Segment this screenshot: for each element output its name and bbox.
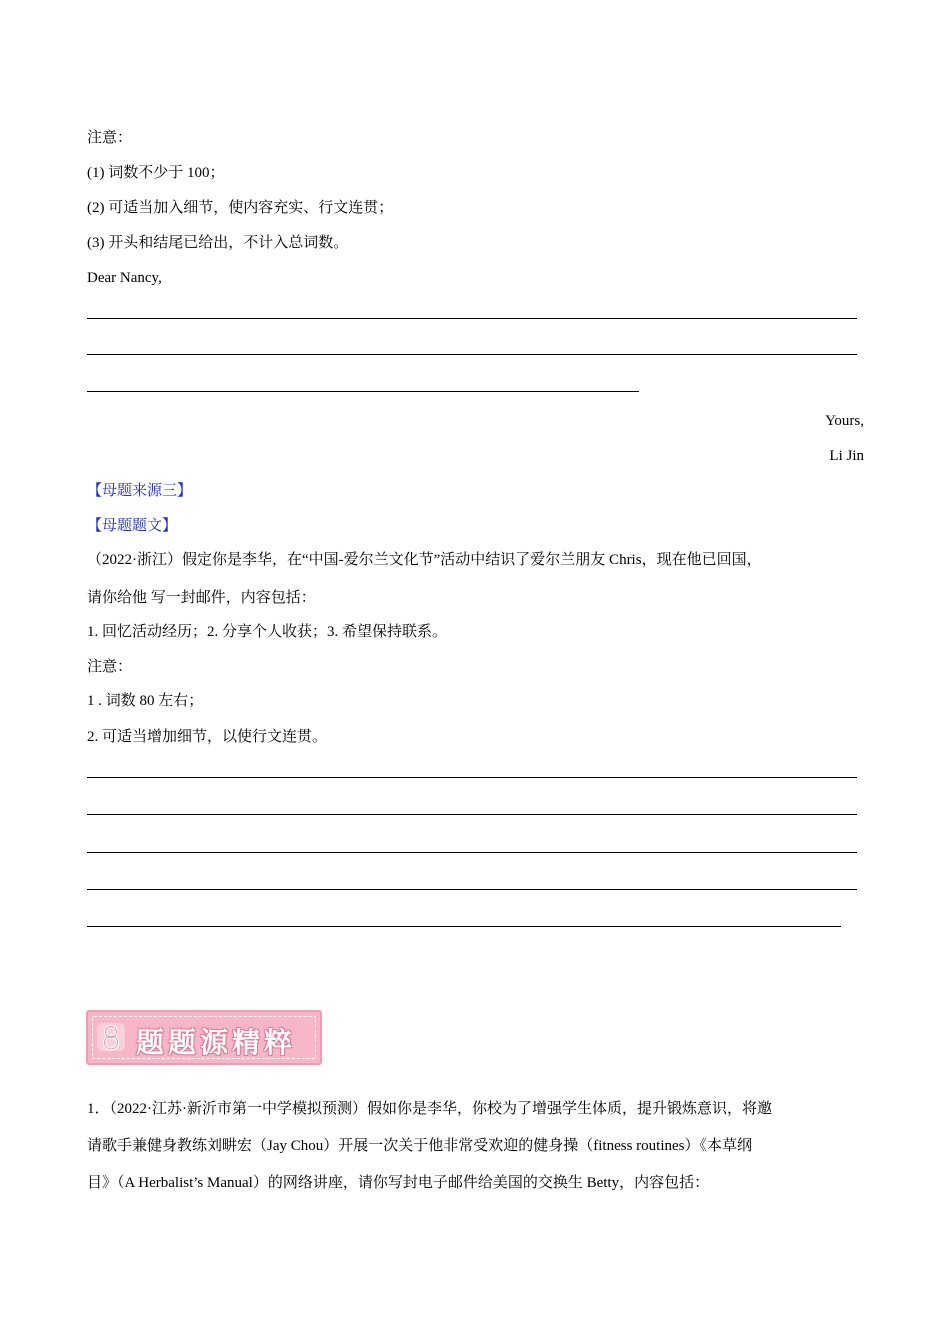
prompt-points: 1. 回忆活动经历；2. 分享个人收获；3. 希望保持联系。 [87, 624, 448, 640]
number-8-icon [96, 1022, 126, 1052]
note-item-2: (2) 可适当加入细节，使内容充实、行文连贯； [87, 200, 394, 216]
letter-signature: Li Jin [829, 448, 864, 464]
answer-line [87, 777, 857, 778]
prompt-line-2: 请你给他 写一封邮件，内容包括： [87, 590, 316, 606]
source-note-heading: 注意： [87, 659, 133, 675]
prompt-line-1: （2022·浙江）假定你是李华，在“中国-爱尔兰文化节”活动中结识了爱尔兰朋友 Chris，现在他已回国， [87, 552, 762, 568]
source-note-2: 2. 可适当增加细节，以使行文连贯。 [87, 729, 328, 745]
answer-line [87, 926, 841, 927]
answer-line [87, 889, 857, 890]
notes-heading: 注意： [87, 130, 133, 146]
question-1-line-3: 目》（A Herbalist’s Manual）的网络讲座，请你写封电子邮件给美国的交换生 Betty，内容包括： [87, 1175, 710, 1191]
banner-title: 题题源精粹 [136, 1026, 297, 1059]
answer-line [87, 852, 857, 853]
answer-line [87, 391, 639, 392]
source-text-label: 【母题题文】 [87, 518, 178, 534]
note-item-1: (1) 词数不少于 100； [87, 165, 225, 181]
note-item-3: (3) 开头和结尾已给出，不计入总词数。 [87, 235, 349, 251]
answer-line [87, 354, 857, 355]
question-1-line-1: 1．（2022·江苏·新沂市第一中学模拟预测）假如你是李华，你校为了增强学生体质，提升锻炼意识，将邀 [87, 1101, 772, 1117]
answer-line [87, 814, 857, 815]
letter-greeting: Dear Nancy, [87, 270, 162, 286]
section-banner [86, 1010, 322, 1065]
answer-line [87, 318, 857, 319]
source-label: 【母题来源三】 [87, 483, 193, 499]
letter-closing: Yours, [825, 413, 864, 429]
source-note-1: 1 . 词数 80 左右； [87, 693, 204, 709]
question-1-line-2: 请歌手兼健身教练刘畊宏（Jay Chou）开展一次关于他非常受欢迎的健身操（fitness routines）《本草纲 [87, 1138, 752, 1154]
